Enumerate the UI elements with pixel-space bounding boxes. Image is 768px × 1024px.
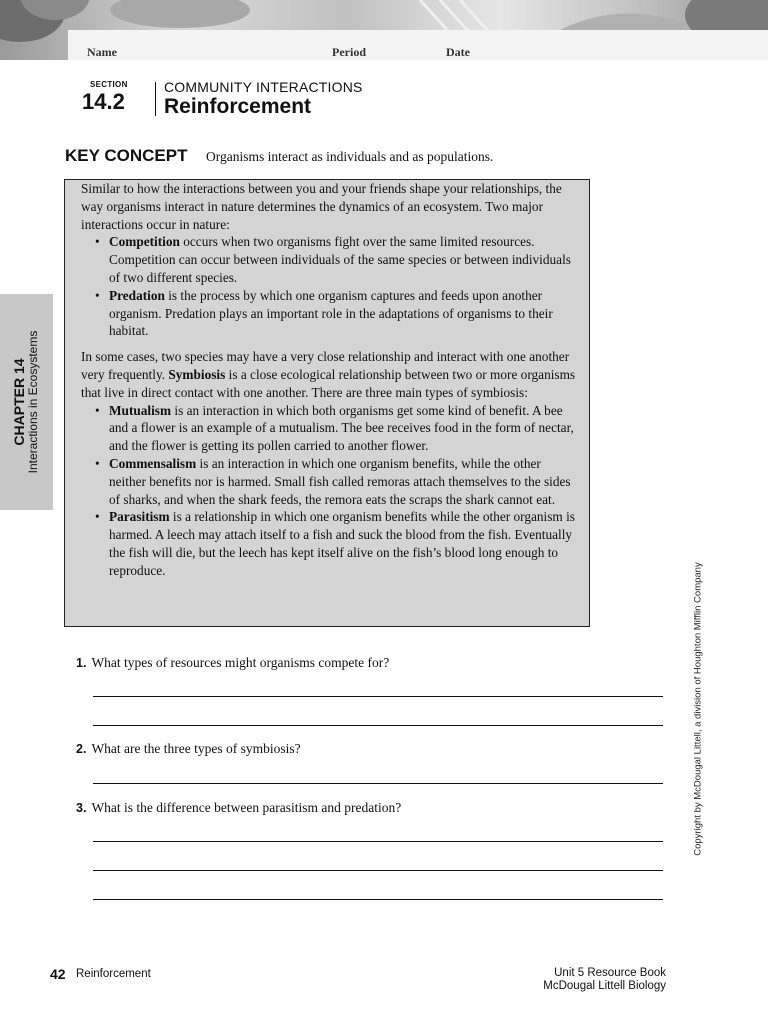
term-commensalism: Commensalism [109,455,197,471]
term-parasitism: Parasitism [109,509,170,525]
answer-line[interactable] [93,783,663,784]
symbiosis-paragraph: In some cases, two species may have a very close relationship and interact with one another very frequently. Symbiosis is a close ecological relationship between two or more organisms that live in direct contact with one another. There are three main types of symbiosis: [81,349,576,400]
section-number: 14.2 [82,89,125,114]
question-2: 2. What are the three types of symbiosis? [76,741,301,756]
list-item: • Commensalism is an interaction in which one organism benefits, while the other neither benefits nor is harmed. Small fish called remoras attach themselves to the sides of sharks, and when the shark feeds, the remora eats the scraps the shark cannot eat. [81,455,581,508]
chapter-side-tab [0,294,53,510]
question-3: 3. What is the difference between parasitism and predation? [76,800,402,815]
intro-paragraph: Similar to how the interactions between you and your friends shape your relationships, the way organisms interact in nature determines the dynamics of an ecosystem. Two major interactions occur in nature: [81,181,562,232]
chapter-number: CHAPTER 14 [11,358,27,446]
term-predation: Predation [109,287,165,303]
page-title: Reinforcement [164,95,312,118]
answer-line[interactable] [93,725,663,726]
reading-box [64,179,590,627]
page-number: 42 [50,966,66,982]
copyright-notice: Copyright by McDougal Littell, a division of Houghton Mifflin Company [692,562,704,856]
publisher-name: McDougal Littell Biology [543,980,666,992]
answer-line[interactable] [93,841,663,842]
term-competition: Competition [109,234,180,250]
footer-label: Reinforcement [76,968,151,980]
name-date-strip [68,30,768,60]
section-label: SECTION [90,80,128,89]
footer-book-info [543,967,666,993]
list-item: • Parasitism is a relationship in which one organism benefits while the other organism is harmed. A leech may attach itself to a fish and suck the blood from the fish. Eventually the fish will die, but the leech has kept itself alive on the fish’s blood long enough to reproduce. [81,508,581,579]
date-label: Date [446,45,470,59]
question-1: 1. What types of resources might organisms compete for? [76,655,390,670]
term-symbiosis: Symbiosis [168,366,226,382]
section-subtitle: COMMUNITY INTERACTIONS [164,79,363,95]
answer-line[interactable] [93,696,663,697]
answer-line[interactable] [93,899,663,900]
list-item: • Competition occurs when two organisms fight over the same limited resources. Competition can occur between individuals of the same species or between individuals of two different species. [81,233,581,286]
title-divider [155,82,156,116]
key-concept-label: KEY CONCEPT [65,146,188,165]
book-title: Unit 5 Resource Book [554,967,666,979]
symbiosis-list [81,402,581,580]
interaction-list [81,233,581,340]
term-mutualism: Mutualism [109,402,172,418]
list-item: • Mutualism is an interaction in which both organisms get some kind of benefit. A bee and a flower is an example of a mutualism. The bee receives food in the form of nectar, and the flower is getting its pollen carried to another flower. [81,402,581,455]
answer-line[interactable] [93,870,663,871]
key-concept-text: Organisms interact as individuals and as populations. [206,149,494,164]
list-item: • Predation is the process by which one organism captures and feeds upon another organism. Predation plays an important role in the adaptations of organisms to their habitat. [81,287,581,340]
chapter-title: Interactions in Ecosystems [26,330,40,474]
name-label: Name [87,45,117,59]
period-label: Period [332,45,366,59]
